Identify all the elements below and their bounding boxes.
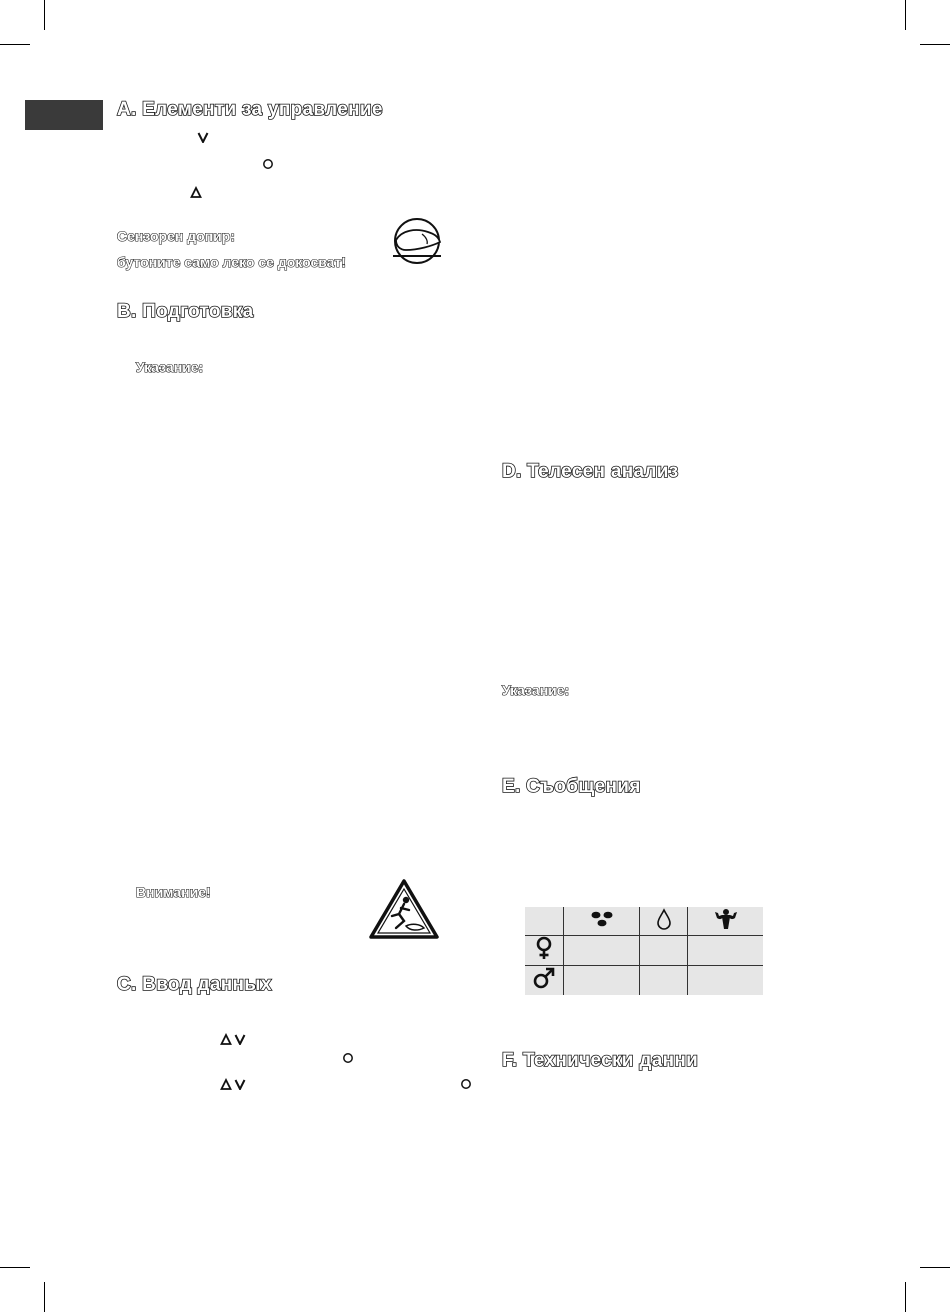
section-a-title: A. Елементи за управление bbox=[117, 99, 383, 120]
down-arrow-icon bbox=[234, 1033, 246, 1045]
section-c-title: C. Ввод данных bbox=[117, 974, 272, 995]
crop-mark bbox=[44, 0, 45, 30]
section-d-note-label: Указание: bbox=[502, 682, 570, 698]
crop-mark bbox=[0, 44, 30, 45]
water-drop-icon bbox=[640, 907, 688, 936]
body-analysis-table bbox=[525, 907, 763, 995]
up-arrow-icon bbox=[190, 186, 202, 198]
language-tab bbox=[25, 100, 103, 130]
down-arrow-icon bbox=[197, 131, 209, 143]
section-f-title: F. Технически данни bbox=[502, 1050, 699, 1071]
female-symbol-icon bbox=[525, 936, 564, 966]
muscle-icon bbox=[688, 907, 763, 936]
circle-set-icon bbox=[342, 1052, 354, 1064]
crop-mark bbox=[920, 1267, 950, 1268]
down-arrow-icon bbox=[234, 1078, 246, 1090]
table-row bbox=[525, 966, 763, 996]
male-symbol-icon bbox=[525, 966, 564, 996]
section-e-title: E. Съобщения bbox=[502, 776, 641, 797]
table-header-row bbox=[525, 907, 763, 936]
crop-mark bbox=[44, 1282, 45, 1312]
slip-warning-icon bbox=[368, 878, 440, 940]
table-row bbox=[525, 936, 763, 966]
crop-mark bbox=[905, 1282, 906, 1312]
section-b-warning-label: Внимание! bbox=[136, 884, 211, 900]
section-d-title: D. Телесен анализ bbox=[502, 461, 679, 482]
crop-mark bbox=[920, 44, 950, 45]
touch-label: Сензорен допир: bbox=[117, 228, 235, 244]
crop-mark bbox=[0, 1267, 30, 1268]
section-b-title: B. Подготовка bbox=[117, 301, 254, 322]
up-arrow-icon bbox=[220, 1078, 232, 1090]
section-b-note-label: Указание: bbox=[136, 359, 204, 375]
touch-description: бутоните само леко се докосват! bbox=[117, 254, 346, 270]
crop-mark bbox=[905, 0, 906, 30]
circle-set-icon bbox=[262, 158, 274, 170]
up-arrow-icon bbox=[220, 1033, 232, 1045]
circle-set-icon bbox=[460, 1078, 472, 1090]
finger-touch-icon bbox=[388, 218, 446, 270]
body-fat-icon bbox=[564, 907, 640, 936]
